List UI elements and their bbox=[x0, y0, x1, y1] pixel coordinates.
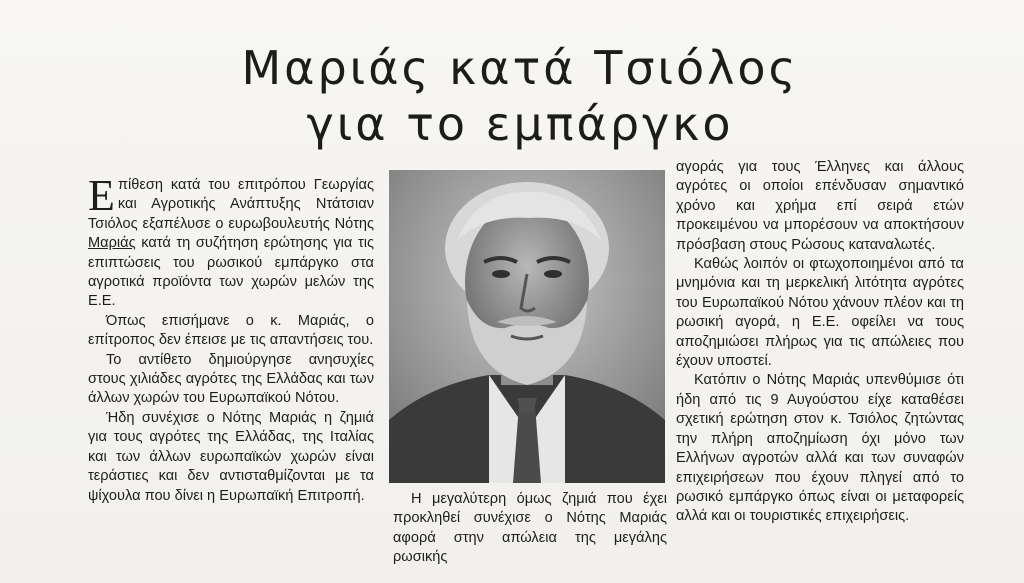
underlined-name: Μαριάς bbox=[88, 235, 136, 252]
intro-text-b: κατά τη συζήτηση ερώτησης για τις επιπτώσεις του ρωσικού εμπάργκο στα αγροτικά προϊόντα των χωρών μελών της Ε.Ε. bbox=[88, 235, 374, 310]
headline-line-1: Μαριάς κατά Τσιόλος bbox=[241, 41, 799, 95]
article-headline bbox=[150, 40, 890, 152]
headline-line-2: για το εμπάργκο bbox=[306, 97, 734, 151]
portrait-photo bbox=[389, 170, 665, 483]
photo-caption: Η μεγαλύτερη όμως ζημιά που έχει προκληθεί συνέχισε ο Νότης Μαριάς αφορά στην απώλεια της μεγάλης ρωσικής bbox=[393, 491, 667, 566]
paragraph-intro bbox=[88, 171, 374, 312]
paragraph-2: Όπως επισήμανε ο κ. Μαριάς, ο επίτροπος δεν έπεισε με τις απαντήσεις του. bbox=[88, 312, 374, 349]
paragraph-6: Καθώς λοιπόν οι φτωχοποιημένοι από τα μνημόνια και τη μερκελική λιτότητα αγρότες του Ευρωπαϊκού Νότου χάνουν πλέον και τη ρωσική αγορά, η Ε.Ε. οφείλει να τους αποζημιώσει πλήρως για τις απώλειες που έχουν υποστεί. bbox=[676, 256, 964, 370]
article-column-left bbox=[88, 171, 374, 506]
paragraph-5: αγοράς για τους Έλληνες και άλλους αγρότες οι οποίοι επένδυσαν σημαντικό χρόνο και χρήμα επί σειρά ετών προκειμένου να μπορέσουν να αποκτήσουν πρόσβαση στους Ρώσους καταναλωτές. bbox=[676, 159, 964, 253]
paragraph-4: Ήδη συνέχισε ο Νότης Μαριάς η ζημιά για τους αγρότες της Ελλάδας, της Ιταλίας και των άλλων ευρωπαϊκών χωρών είναι τεράστιες και δεν αντισταθμίζονται με τα ψίχουλα που δίνει η Ευρωπαϊκή Επιτροπή. bbox=[88, 409, 374, 504]
portrait-illustration bbox=[389, 170, 665, 483]
paragraph-3: Το αντίθετο δημιούργησε ανησυχίες στους χιλιάδες αγρότες της Ελλάδας και των άλλων χωρών του Ευρωπαϊκού Νότου. bbox=[88, 351, 374, 407]
drop-cap: Ε bbox=[88, 171, 115, 220]
intro-text-a: πίθεση κατά του επιτρόπου Γεωργίας και Αγροτικής Ανάπτυξης Ντάτσιαν Τσιόλος εξαπέλυσε ο ευρωβουλευτής Νότης bbox=[88, 177, 374, 232]
paragraph-7: Κατόπιν ο Νότης Μαριάς υπενθύμισε ότι ήδη από τις 9 Αυγούστου είχε καταθέσει σχετική ερώτηση στον κ. Τσιόλος ζητώντας την πλήρη αποζημίωση όχι μόνο των Ελλήνων αγροτών αλλά και των συναφών επιχειρήσεων που έχουν πληγεί από το ρωσικό εμπάργκο όπως είναι οι μεταφορείς αλλά και οι τουριστικές επιχειρήσεις. bbox=[676, 372, 964, 525]
article-column-right bbox=[676, 158, 964, 527]
